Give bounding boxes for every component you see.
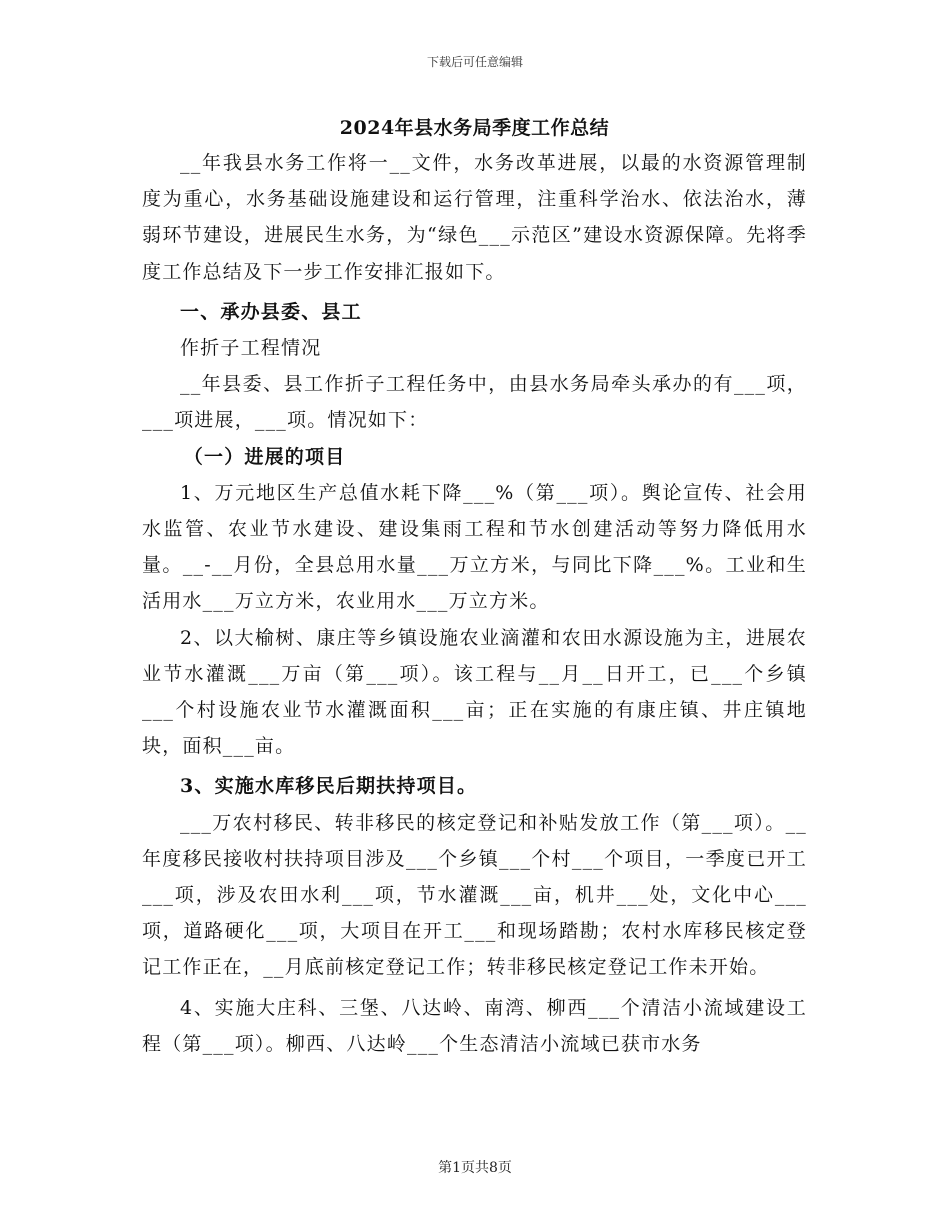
section-1-paragraph: __年县委、县工作折子工程任务中，由县水务局牵头承办的有___项，___项进展，___项。情况如下： bbox=[142, 373, 807, 432]
page-header-note: 下载后可任意编辑 bbox=[426, 55, 523, 69]
item-4-paragraph: 4、实施大庄科、三堡、八达岭、南湾、柳西___个清洁小流域建设工程（第___项）。柳西、八达岭___个生态清洁小流域已获市水务 bbox=[142, 996, 807, 1055]
section-subheading-1: 作折子工程情况 bbox=[180, 337, 322, 360]
subsection-heading-progress: （一）进展的项目 bbox=[183, 445, 346, 468]
document-body bbox=[142, 113, 807, 1062]
item-2-paragraph: 2、以大榆树、康庄等乡镇设施农业滴灌和农田水源设施为主，进展农业节水灌溉___万亩（第___项）。该工程与__月__日开工，已___个乡镇___个村设施农业节水灌溉面积___亩；正在实施的有康庄镇、井庄镇地块，面积___亩。 bbox=[142, 626, 807, 758]
document-title: 2024年县水务局季度工作总结 bbox=[339, 117, 610, 139]
page-number-footer: 第1页共8页 bbox=[438, 1160, 512, 1176]
item-3-paragraph: ___万农村移民、转非移民的核定登记和补贴发放工作（第___项）。__年度移民接收村扶持项目涉及___个乡镇___个村___个项目，一季度已开工___项，涉及农田水利___项，节水灌溉___亩，机井___处，文化中心___项，道路硬化___项，大项目在开工___和现场踏勘；农村水库移民核定登记工作正在，__月底前核定登记工作；转非移民核定登记工作未开始。 bbox=[142, 811, 807, 979]
item-1-paragraph: 1、万元地区生产总值水耗下降___%（第___项）。舆论宣传、社会用水监管、农业节水建设、建设集雨工程和节水创建活动等努力降低用水量。__-__月份，全县总用水量___万立方米，与同比下降___%。工业和生活用水___万立方米，农业用水___万立方米。 bbox=[142, 481, 807, 613]
item-3-heading: 3、实施水库移民后期扶持项目。 bbox=[180, 775, 478, 798]
intro-paragraph: __年我县水务工作将一__文件，水务改革进展，以最的水资源管理制度为重心，水务基础设施建设和运行管理，注重科学治水、依法治水，薄弱环节建设，进展民生水务，为“绿色___示范区”建设水资源保障。先将季度工作总结及下一步工作安排汇报如下。 bbox=[142, 152, 807, 283]
section-heading-1: 一、承办县委、县工 bbox=[180, 300, 362, 323]
